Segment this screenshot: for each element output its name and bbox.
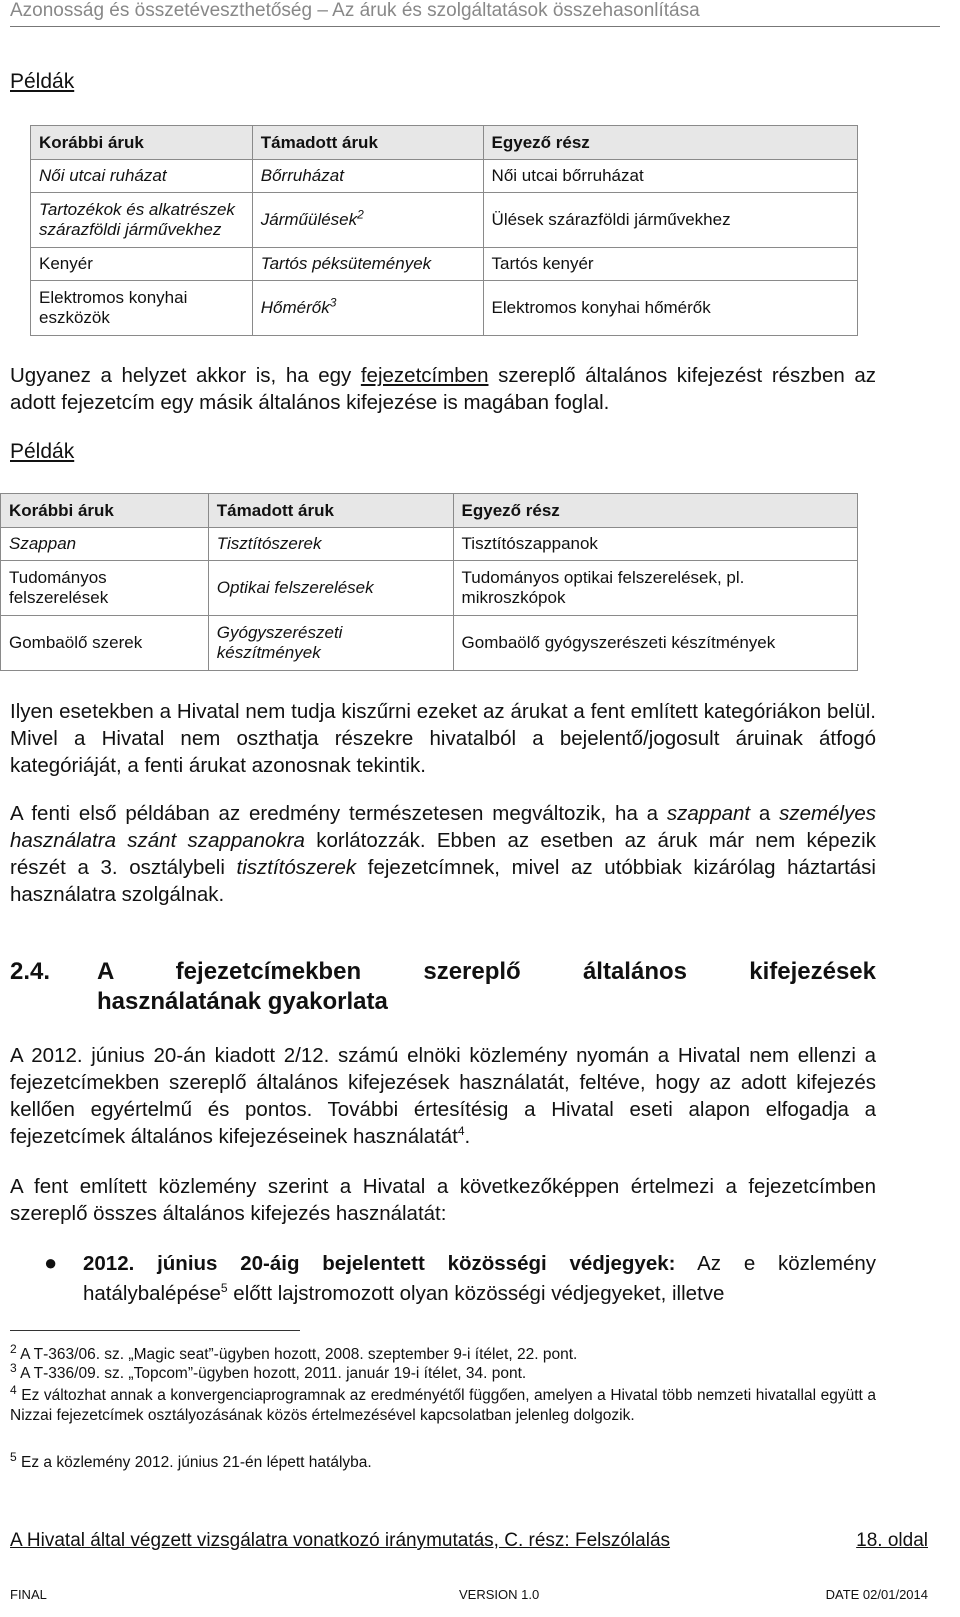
table-header-row <box>31 126 858 160</box>
table-cell: Tartós péksütemények <box>252 248 483 281</box>
table-header-cell: Egyező rész <box>483 126 857 160</box>
footnote-number: 2 <box>10 1341 17 1356</box>
footnote <box>10 1449 876 1473</box>
text-span: korlátozzák. Ebben az esetben az áruk már nem képezik részét a 3. osztálybeli <box>10 829 876 879</box>
table-cell: Gyógyszerészeti készítmények <box>208 616 453 671</box>
text-span: a <box>750 802 780 825</box>
footnote-divider <box>10 1330 300 1331</box>
table-cell: Gombaölő szerek <box>1 616 209 671</box>
footnote <box>10 1382 876 1426</box>
cell-text: Járműülések <box>260 210 358 229</box>
section-title-line-1: A fejezetcímekben szereplő általános kifejezések <box>97 958 876 985</box>
footnote-text: A T‑363/06. sz. „Magic seat”-ügyben hozott, 2008. szeptember 9-i ítélet, 22. pont. <box>20 1346 578 1363</box>
table-row <box>31 248 858 281</box>
table-row <box>31 160 858 193</box>
table-header-cell: Korábbi áruk <box>1 494 209 528</box>
table-header-cell: Egyező rész <box>453 494 857 528</box>
table-cell: Tudományos felszerelések <box>1 561 209 616</box>
header-divider <box>10 26 940 27</box>
text-span: A 2012. június 20-án kiadott 2/12. számú elnöki közlemény nyomán a Hivatal nem ellenzi a fejezetcímekben szereplő általános kifejezések használatát, feltéve, hogy az adott kifejezés kellően egyértelmű és pontos. További értesítésig a Hivatal eseti alapon elfogadja a fejezetcímek általános kifejezéseinek használatát <box>10 1044 876 1148</box>
footnote-number: 3 <box>10 1360 17 1375</box>
table-cell: Tudományos optikai felszerelések, pl. mikroszkópok <box>453 561 857 616</box>
table-cell <box>252 193 483 248</box>
table-cell: Tisztítószappanok <box>453 528 857 561</box>
table-cell: Kenyér <box>31 248 253 281</box>
text-span: fejezetcímnek, mivel az utóbbiak kizárólag háztartási használatra szolgálnak. <box>10 856 876 906</box>
table-row <box>1 561 858 616</box>
footnote-ref: 3 <box>329 295 337 310</box>
footnote-ref: 2 <box>357 207 364 222</box>
footnote-text: Ez változhat annak a konvergenciaprogramnak az eredményétől függően, amelyen a Hivatal több nemzeti hivatallal együtt a Nizzai fejezetcímek osztályozásának közös értelmezésével kapcsolatban jelenleg dolgozik. <box>10 1387 876 1424</box>
footnote-ref: 4 <box>457 1124 465 1139</box>
italic-span: tisztítószerek <box>236 856 357 879</box>
footnote <box>10 1341 876 1365</box>
table-row <box>31 193 858 248</box>
page-footer <box>10 1530 928 1552</box>
text-span: A fenti első példában az eredmény természetesen megváltozik, ha a <box>10 802 667 825</box>
footnote-ref: 5 <box>220 1281 228 1296</box>
text-span: Az e közlemény hatálybalépése <box>83 1252 877 1305</box>
section-heading <box>10 957 876 1019</box>
examples-table-2 <box>0 493 858 671</box>
text-span: . <box>464 1125 471 1148</box>
table-cell: Optikai felszerelések <box>208 561 453 616</box>
text-span: előtt lajstromozott olyan közösségi védjegyeket, illetve <box>227 1282 725 1305</box>
table-cell: Gombaölő gyógyszerészeti készítmények <box>453 616 857 671</box>
text-span: Ugyanez a helyzet akkor is, ha egy <box>10 364 361 387</box>
footnote <box>10 1360 876 1384</box>
table-cell: Női utcai ruházat <box>31 160 253 193</box>
footnote-text: A T‑336/09. sz. „Topcom”-ügyben hozott, 2011. január 19-i ítélet, 34. pont. <box>20 1365 527 1382</box>
fejezetcim-link[interactable]: fejezetcímben <box>360 364 489 387</box>
bold-span: 2012. június 20-áig bejelentett közösségi védjegyek: <box>83 1252 676 1275</box>
table-cell: Szappan <box>1 528 209 561</box>
bullet-dot: ● <box>44 1250 58 1275</box>
version-footer <box>10 1587 928 1602</box>
italic-span: személyes használatra szánt szappanokra <box>10 802 876 852</box>
examples-table-1 <box>30 125 858 336</box>
table-cell: Tartós kenyér <box>483 248 857 281</box>
paragraph-4 <box>10 1042 876 1150</box>
table-header-row <box>1 494 858 528</box>
text-span: szereplő általános kifejezést részben az adott fejezetcím egy másik általános kifejezése is magában foglal. <box>10 364 876 414</box>
footnote-number: 4 <box>10 1382 17 1397</box>
paragraph-3 <box>10 800 876 908</box>
table-row <box>31 281 858 336</box>
footer-document-title: A Hivatal által végzett vizsgálatra vonatkozó iránymutatás, C. rész: Felszólalás <box>10 1530 671 1551</box>
table-cell: Elektromos konyhai eszközök <box>31 281 253 336</box>
bullet-paragraph-1 <box>83 1249 876 1309</box>
examples-label-1: Példák <box>10 70 75 93</box>
page-header-title: Azonosság és összetéveszthetőség – Az áruk és szolgáltatások összehasonlítása <box>10 0 700 21</box>
table-row <box>1 528 858 561</box>
section-title-line-2: használatának gyakorlata <box>97 988 388 1015</box>
status-label: FINAL <box>10 1587 47 1602</box>
footnote-text: Ez a közlemény 2012. június 21-én lépett hatályba. <box>21 1454 372 1471</box>
table-row <box>1 616 858 671</box>
date-label: DATE 02/01/2014 <box>825 1587 928 1602</box>
table-cell: Elektromos konyhai hőmérők <box>483 281 857 336</box>
table-header-cell: Támadott áruk <box>208 494 453 528</box>
paragraph-5: A fent említett közlemény szerint a Hivatal a következőképpen értelmezi a fejezetcímben szereplő összes általános kifejezés használatát: <box>10 1175 876 1225</box>
section-number: 2.4. <box>10 958 51 985</box>
table-header-cell: Korábbi áruk <box>31 126 253 160</box>
footnote-number: 5 <box>10 1449 17 1464</box>
paragraph-2: Ilyen esetekben a Hivatal nem tudja kiszűrni ezeket az árukat a fent említett kategóriákon belül. Mivel a Hivatal nem oszthatja részekre hivatalból a bejelentő/jogosult áruinak átfogó kategóriáját, a fenti árukat azonosnak tekintik. <box>10 700 876 777</box>
table-cell: Tisztítószerek <box>208 528 453 561</box>
table-cell: Bőrruházat <box>252 160 483 193</box>
table-cell: Tartozékok és alkatrészek szárazföldi járművekhez <box>31 193 253 248</box>
paragraph-1 <box>10 362 876 416</box>
table-cell: Női utcai bőrruházat <box>483 160 857 193</box>
page-number: 18. oldal <box>856 1530 928 1551</box>
italic-span: szappant <box>666 802 751 825</box>
table-cell: Ülések szárazföldi járművekhez <box>483 193 857 248</box>
cell-text: Hőmérők <box>260 298 330 317</box>
table-cell <box>252 281 483 336</box>
examples-label-2: Példák <box>10 440 75 463</box>
version-label: VERSION 1.0 <box>459 1587 540 1602</box>
table-header-cell: Támadott áruk <box>252 126 483 160</box>
